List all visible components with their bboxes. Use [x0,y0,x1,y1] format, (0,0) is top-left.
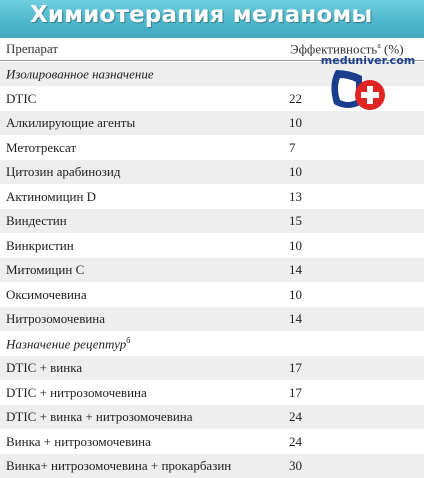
drug-name: Цитозин арабинозид [6,164,121,179]
drug-name: Алкилирующие агенты [6,115,136,130]
efficacy-value: 10 [289,164,302,179]
efficacy-value: 22 [289,90,302,106]
drug-name: Винка+ нитрозомочевина + прокарбазин [6,458,232,473]
table-row [0,405,424,429]
drug-name: Актиномицин D [6,188,97,204]
drug-column-header: Препарат [6,41,58,56]
page-title: Химиотерапия меланомы [30,2,373,28]
efficacy-value: 14 [289,311,302,326]
efficacy-value: 14 [289,262,302,277]
drug-name: Оксимочевина [6,286,87,302]
drug-name: Нитрозомочевина [6,311,106,326]
drug-name: Винкристин [6,237,74,253]
drug-name: DTIC + винка + нитрозомочевина [6,409,193,424]
section-label: Назначение рецептур$^б$ [6,335,131,351]
drug-name: Винка + нитрозомочевина [6,433,151,449]
drug-name: DTIC + винка [6,360,83,375]
efficacy-value: 17 [289,384,302,400]
section-label: Изолированное назначение [6,66,154,82]
efficacy-column-header: Эффективность$^а$ (%) [290,41,404,57]
efficacy-value: 30 [289,458,302,473]
table-row [0,160,424,184]
medical-cross-icon [318,54,418,124]
efficacy-value: 10 [289,286,302,302]
efficacy-value: 24 [289,433,302,449]
drug-name: DTIC + нитрозомочевина [6,384,147,400]
efficacy-value: 15 [289,213,302,228]
table-row [0,258,424,282]
section-row [0,332,424,356]
efficacy-value: 17 [289,360,302,375]
site-logo [318,54,418,124]
table-row [0,283,424,307]
table-row [0,381,424,405]
drug-name: Метотрексат [6,139,77,155]
efficacy-value: 10 [289,115,302,130]
drug-name: Митомицин С [6,262,85,277]
table-row [0,454,424,478]
drug-name: Виндестин [6,213,67,228]
logo-text: meduniver.com [320,54,416,67]
table-row [0,430,424,454]
drug-name: DTIC [6,90,37,106]
efficacy-value: 24 [289,409,302,424]
table-row [0,136,424,160]
efficacy-value: 13 [289,188,302,204]
table-row [0,234,424,258]
title-bar [0,0,424,38]
table-row [0,185,424,209]
table-row [0,209,424,233]
table-row [0,356,424,380]
efficacy-value: 10 [289,237,302,253]
table-row [0,307,424,331]
efficacy-value: 7 [289,139,296,155]
